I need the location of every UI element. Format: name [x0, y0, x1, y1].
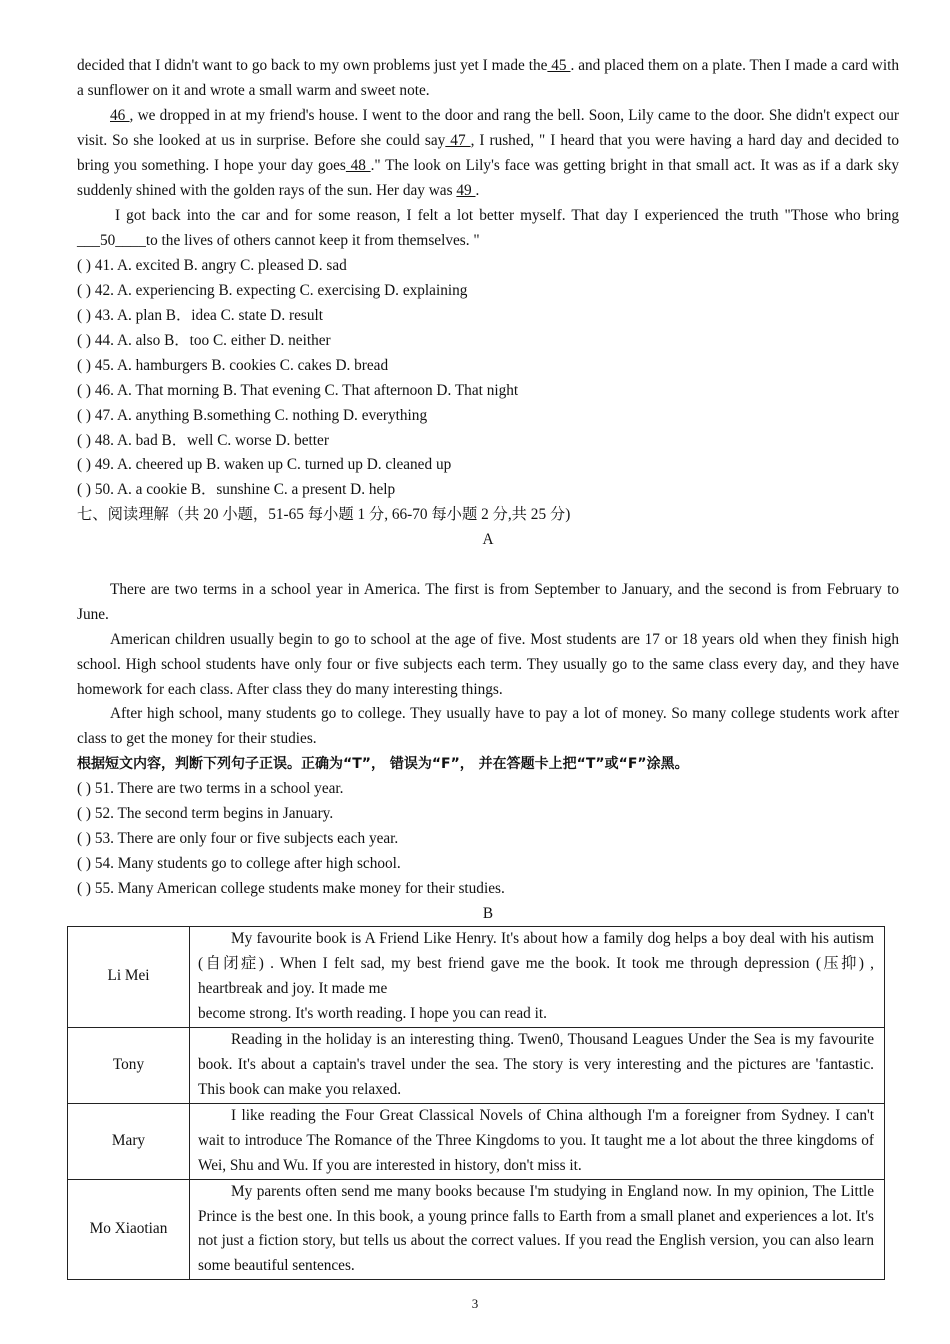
person-name: Tony	[68, 1027, 190, 1103]
person-text	[190, 1103, 885, 1179]
tf-question-52: ( ) 52. The second term begins in January.	[77, 805, 334, 822]
cloze-paragraph-1	[77, 54, 899, 104]
person-name: Mary	[68, 1103, 190, 1179]
text-line: become strong. It's worth reading. I hope you can read it.	[198, 1004, 547, 1022]
cloze-paragraph-2	[77, 104, 899, 204]
table-row	[68, 1179, 885, 1280]
passage-a-paragraph-3: After high school, many students go to college. They usually have to pay a lot of money. So many college students work after class to get the money for their studies.	[77, 705, 899, 747]
passage-a-paragraph-2: American children usually begin to go to school at the age of five. Most students are 17 or 18 years old when they finish high school. High school students have only four or five subjects each term. They usually go to the same class every day, and they have homework for each class. After class they do many interesting things.	[77, 631, 899, 698]
cloze-text: , I rushed, " I heard that you were having a hard day and decided to bring you something. I hope your day goes	[77, 131, 899, 174]
blank-47: 47	[445, 131, 471, 149]
part-a-label: A	[482, 531, 494, 548]
tf-instruction: 根据短文内容，判断下列句子正误。正确为“T”， 错误为“F”， 并在答题卡上把“T”或“F”涂黑。	[77, 756, 689, 772]
page-number: 3	[471, 1296, 479, 1311]
tf-question-51: ( ) 51. There are two terms in a school year.	[77, 780, 344, 797]
cloze-option-43: ( ) 43. A. plan B．idea C. state D. result	[77, 307, 323, 324]
cloze-text: .	[475, 181, 480, 199]
blank-49: 49	[456, 181, 476, 199]
cloze-text: , we dropped in at my friend's house. I went to the door and rang the bell. Soon, Lily came to the door. She didn't expect our visit. So she looked at us in surprise. Before she could say	[77, 107, 900, 149]
section-heading: 七、阅读理解（共 20 小题，51-65 每小题 1 分, 66-70 每小题 2 分,共 25 分)	[77, 506, 571, 523]
tf-question-54: ( ) 54. Many students go to college after high school.	[77, 855, 401, 872]
cloze-option-41: ( ) 41. A. excited B. angry C. pleased D. sad	[77, 257, 347, 274]
person-text	[190, 927, 885, 1028]
cloze-option-50: ( ) 50. A. a cookie B．sunshine C. a present D. help	[77, 481, 396, 498]
blank-46: 46	[110, 107, 130, 124]
cloze-option-48: ( ) 48. A. bad B．well C. worse D. better	[77, 432, 329, 449]
text-line: Reading in the holiday is an interesting thing. Twen0, Thousand Leagues Under the Sea is my favourite book. It's about a captain's travel under the sea. The story is very interesting and the pictures are 'fantastic. This book can make you relaxed.	[198, 1030, 874, 1098]
blank-48: 48	[345, 156, 371, 174]
person-text	[190, 1027, 885, 1103]
cloze-text: . and placed them on a plate. Then I made a card with a sunflower on it and wrote a small warm and sweet note.	[77, 57, 899, 99]
cloze-text: decided that I didn't want to go back to my own problems just yet I made the	[77, 57, 548, 74]
text-line: I like reading the Four Great Classical Novels of China although I'm a foreigner from Sydney. I can't wait to introduce The Romance of the Three Kingdoms to you. It taught me a lot about the three kingdoms of Wei, Shu and Wu. If you are interested in history, don't miss it.	[198, 1106, 874, 1174]
tf-question-55: ( ) 55. Many American college students make money for their studies.	[77, 880, 505, 897]
table-row	[68, 1103, 885, 1179]
cloze-option-42: ( ) 42. A. experiencing B. expecting C. exercising D. explaining	[77, 282, 468, 299]
reading-b-table	[67, 926, 885, 1280]
text-line: My favourite book is A Friend Like Henry. It's about how a family dog helps a boy deal with his autism (自闭症) . When I felt sad, my best friend gave me the book. It took me through depression (压抑) , heartbreak and joy. It made me	[198, 930, 874, 997]
cloze-option-46: ( ) 46. A. That morning B. That evening C. That afternoon D. That night	[77, 382, 519, 399]
part-b-label: B	[482, 905, 494, 922]
person-text	[190, 1179, 885, 1280]
cloze-text: ." The look on Lily's face was getting bright in that small act. It was as if a dark sky suddenly shined with the golden rays of the sun. Her day was	[77, 156, 899, 199]
tf-question-53: ( ) 53. There are only four or five subjects each year.	[77, 830, 399, 847]
passage-a-paragraph-1: There are two terms in a school year in America. The first is from September to January, and the second is from February to June.	[77, 581, 899, 623]
cloze-option-47: ( ) 47. A. anything B.something C. nothing D. everything	[77, 407, 428, 424]
cloze-option-45: ( ) 45. A. hamburgers B. cookies C. cakes D. bread	[77, 357, 389, 374]
text-line: My parents often send me many books because I'm studying in England now. In my opinion, The Little Prince is the best one. In this book, a young prince falls to Earth from a small planet and experiences a lot. It's not just a fiction story, but tells us about the correct values. If you read the English version, you can also learn some beautiful sentences.	[198, 1182, 874, 1275]
cloze-option-44: ( ) 44. A. also B．too C. either D. neither	[77, 332, 331, 349]
person-name: Li Mei	[68, 927, 190, 1028]
blank-45: 45	[547, 57, 571, 74]
table-row	[68, 1027, 885, 1103]
cloze-paragraph-3	[77, 204, 899, 254]
cloze-option-49: ( ) 49. A. cheered up B. waken up C. turned up D. cleaned up	[77, 456, 452, 473]
table-row	[68, 927, 885, 1028]
person-name: Mo Xiaotian	[68, 1179, 190, 1280]
cloze-text: I got back into the car and for some reason, I felt a lot better myself. That day I experienced the truth "Those who bring ___50____to the lives of others cannot keep it from themselves. "	[77, 207, 899, 249]
